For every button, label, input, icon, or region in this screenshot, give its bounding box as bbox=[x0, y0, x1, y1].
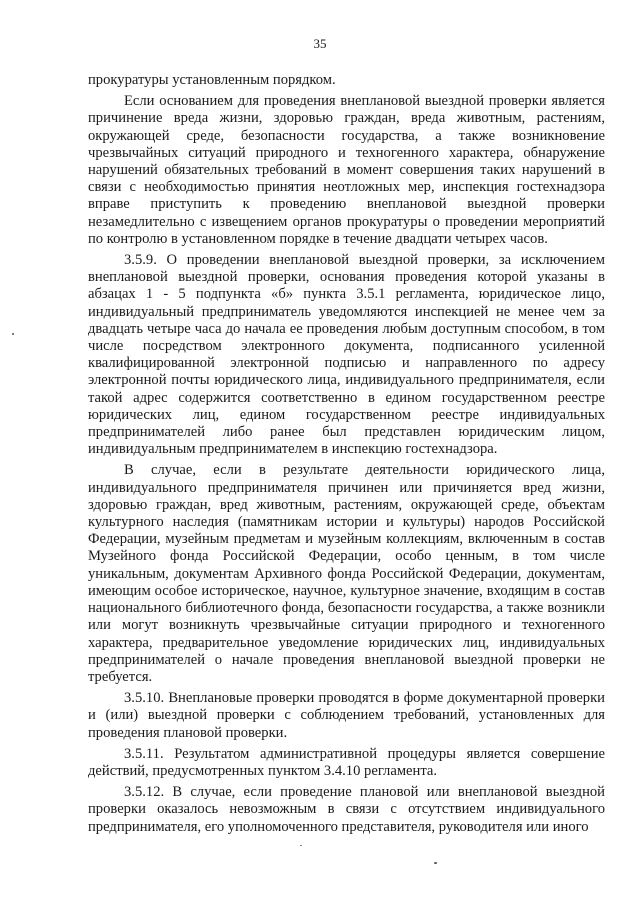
paragraph-harm-case: В случае, если в результате деятельности юридического лица, индивидуального предпринимателя причинен или причиняется вред жизни, здоровью граждан, вред животным, растениям, окружающей среде, объектам культурного наследия (памятникам истории и культуры) народов Российской Федерации, музейным предметам и музейным коллекциям, включенным в состав Музейного фонда Российской Федерации, особо ценным, в том числе уникальным, документам Архивного фонда Российской Федерации, документам, имеющим особое историческое, научное, культурное значение, входящим в состав национального библиотечного фонда, безопасности государства, а также возникли или могут возникнуть чрезвычайные ситуации природного и техногенного характера, предварительное уведомление юридических лиц, индивидуальных предпринимателей о начале проведения внеплановой выездной проверки не требуется. bbox=[88, 462, 605, 685]
paragraph-3-5-9: 3.5.9. О проведении внеплановой выездной проверки, за исключением внеплановой выездной проверки, основания проведения которой указаны в абзацах 1 - 5 подпункта «б» пункта 3.5.1 регламента, юридическое лицо, индивидуальный предприниматель уведомляются инспекцией не менее чем за двадцать четыре часа до начала ее проведения любым доступным способом, в том числе посредством электронного документа, подписанного усиленной квалифицированной электронной подписью и направленного по адресу электронной почты юридического лица, индивидуального предпринимателя, если такой адрес содержится соответственно в едином государственном реестре юридических лиц, едином государственном реестре индивидуальных предпринимателей либо ранее был представлен юридическим лицом, индивидуальным предпринимателем в инспекцию гостехнадзора. bbox=[88, 252, 605, 458]
scan-speck bbox=[300, 845, 302, 846]
scan-speck bbox=[434, 862, 437, 864]
paragraph-unscheduled-inspection-grounds: Если основанием для проведения внеплановой выездной проверки является причинение вреда жизни, здоровью граждан, вреда животным, растениям, окружающей среде, безопасности государства, а также возникновение чрезвычайных ситуаций природного и техногенного характера, обнаружение нарушений обязательных требований в момент совершения таких нарушений в связи с необходимостью принятия неотложных мер, инспекция гостехнадзора вправе приступить к проведению внеплановой выездной проверки незамедлительно с извещением органов прокуратуры о проведении мероприятий по контролю в установленном порядке в течение двадцати четырех часов. bbox=[88, 93, 605, 247]
paragraph-3-5-12: 3.5.12. В случае, если проведение плановой или внеплановой выездной проверки оказалось невозможным в связи с отсутствием индивидуального предпринимателя, его уполномоченного представителя, руководителя или иного bbox=[88, 784, 605, 835]
scan-speck bbox=[12, 333, 14, 335]
page-number: 35 bbox=[313, 36, 327, 51]
paragraph-3-5-10: 3.5.10. Внеплановые проверки проводятся в форме документарной проверки и (или) выездной проверки с соблюдением требований, установленных для проведения плановой проверки. bbox=[88, 690, 605, 741]
paragraph-continuation: прокуратуры установленным порядком. bbox=[88, 72, 336, 88]
paragraph-3-5-11: 3.5.11. Результатом административной процедуры является совершение действий, предусмотренных пунктом 3.4.10 регламента. bbox=[88, 745, 605, 779]
document-body bbox=[88, 72, 605, 840]
